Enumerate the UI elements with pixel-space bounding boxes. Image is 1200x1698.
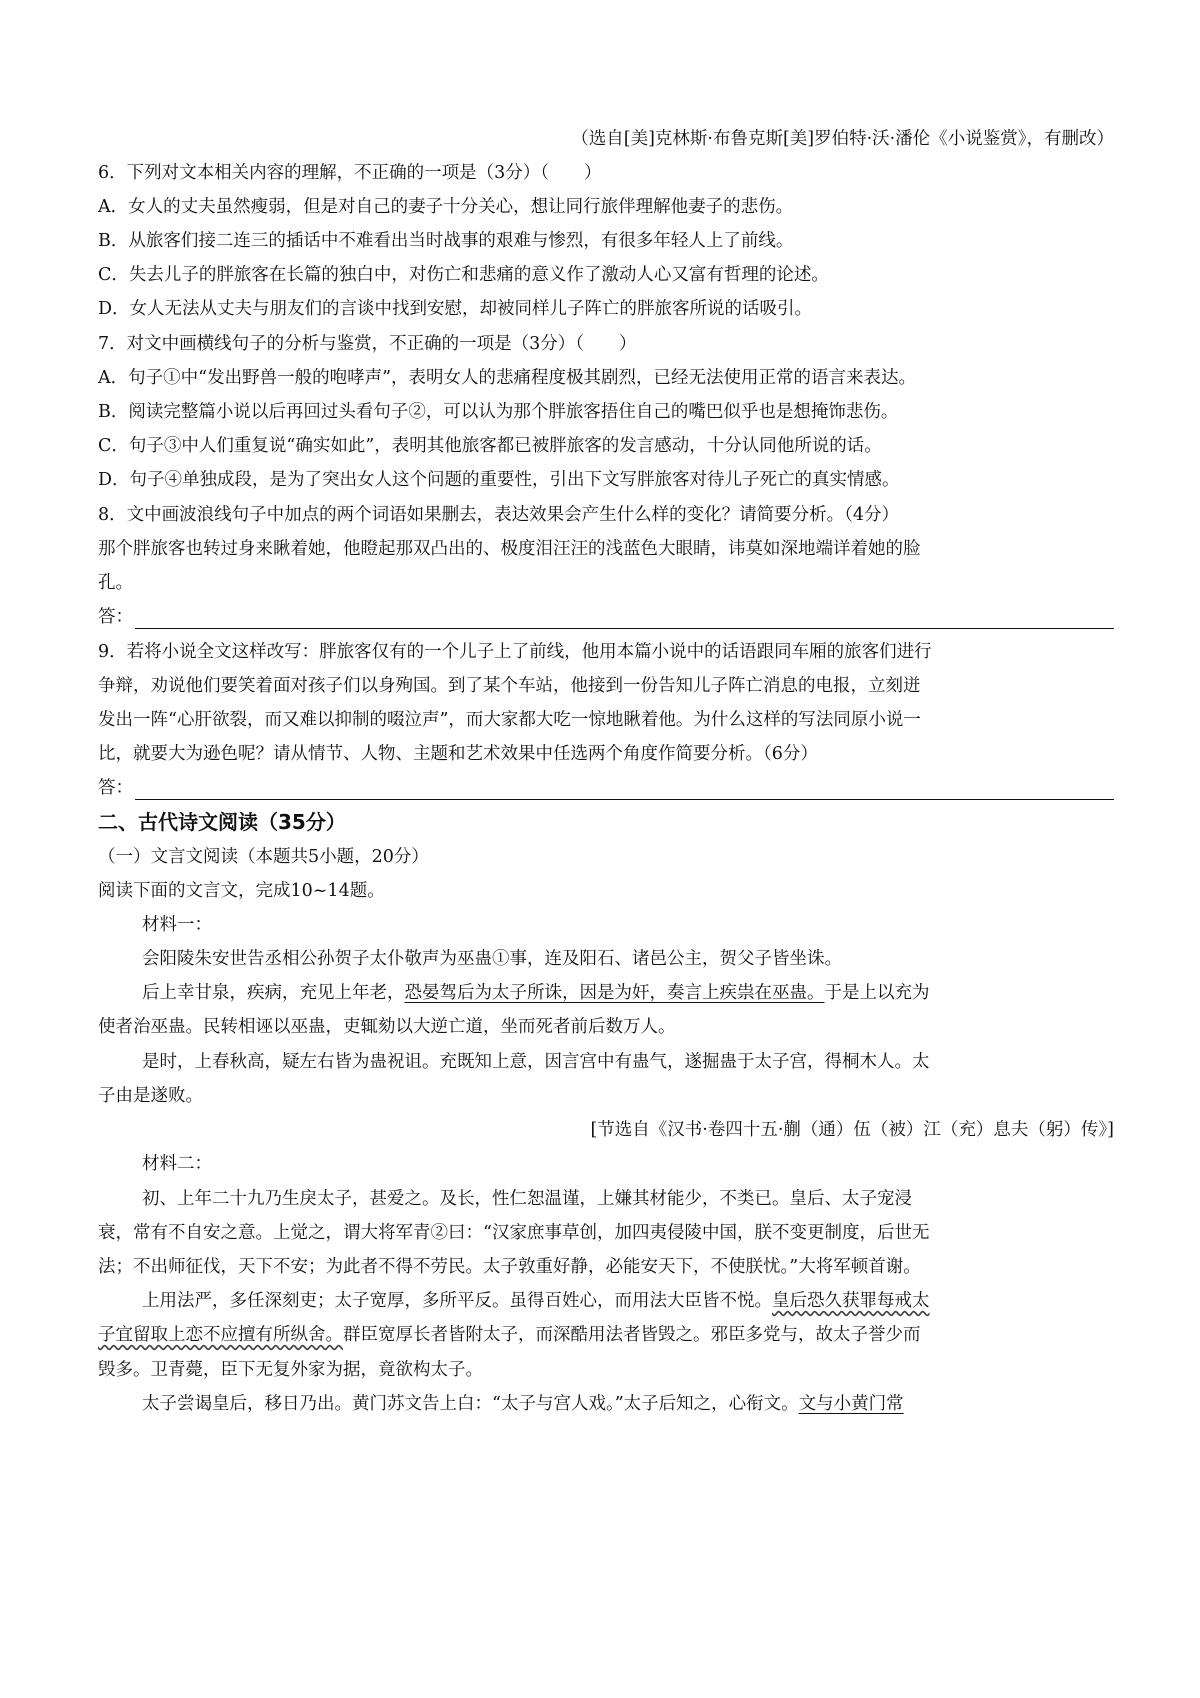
material1-para2-text: 后上幸甘泉，疾病，充见上年老， xyxy=(142,983,405,1003)
q9-line-1: 9．若将小说全文这样改写：胖旅客仅有的一个儿子上了前线，他用本篇小说中的话语跟同车厢的旅客们进行 xyxy=(98,642,932,662)
q8-quote-line-1: 那个胖旅客也转过身来瞅着她，他瞪起那双凸出的、极度泪汪汪的浅蓝色大眼睛，讳莫如深地端详着她的脸 xyxy=(98,539,921,559)
q7-option-c: C．句子③中人们重复说“确实如此”，表明其他旅客都已被胖旅客的发言感动，十分认同他所说的话。 xyxy=(98,436,882,456)
q8-quote-line-2: 孔。 xyxy=(98,573,133,593)
material2-para2-text: 上用法严，多任深刻吏；太子宽厚，多所平反。虽得百姓心，而用法大臣皆不悦。 xyxy=(142,1291,772,1311)
material2-para3-line1 xyxy=(142,1392,1114,1416)
q6-option-d: D．女人无法从丈夫与朋友们的言谈中找到安慰，却被同样儿子阵亡的胖旅客所说的话吸引。 xyxy=(98,299,813,319)
source-citation: （选自[美]克林斯·布鲁克斯[美]罗伯特·沃·潘伦《小说鉴赏》，有删改） xyxy=(571,129,1114,149)
material2-para2-line3: 毁多。卫青薨，臣下无复外家为据，竟欲构太子。 xyxy=(98,1360,483,1380)
q6-option-a: A．女人的丈夫虽然瘦弱，但是对自己的妻子十分关心，想让同行旅伴理解他妻子的悲伤。 xyxy=(98,197,794,217)
q9-line-4: 比，就要大为逊色呢？请从情节、人物、主题和艺术效果中任选两个角度作简要分析。（6分） xyxy=(98,744,818,764)
material2-underlined-sentence: 文与小黄门常 xyxy=(798,1394,904,1414)
material1-source: [节选自《汉书·卷四十五·蒯（通）伍（被）江（充）息夫（躬）传》] xyxy=(590,1120,1114,1140)
q9-line-2: 争辩，劝说他们要笑着面对孩子们以身殉国。到了某个车站，他接到一份告知儿子阵亡消息的电报，立刻迸 xyxy=(98,676,921,696)
material2-wavy-sentence-part1: 皇后恐久获罪每戒太 xyxy=(772,1291,930,1311)
q7-stem: 7．对文中画横线句子的分析与鉴赏，不正确的一项是（3分）（ ） xyxy=(98,334,637,354)
material1-para3-line1: 是时，上春秋高，疑左右皆为蛊祝诅。充既知上意，因言宫中有蛊气，遂掘蛊于太子宫，得桐木人。太 xyxy=(142,1052,930,1072)
material2-para1-line2: 衰，常有不自安之意。上觉之，谓大将军青②曰：“汉家庶事草创，加四夷侵陵中国，朕不变更制度，后世无 xyxy=(98,1223,930,1243)
section-instruction: 阅读下面的文言文，完成10~14题。 xyxy=(98,881,385,901)
material2-para2-line2 xyxy=(98,1323,1114,1347)
material1-para3-line2: 子由是遂败。 xyxy=(98,1086,203,1106)
q9-line-3: 发出一阵“心肝欲裂，而又难以抑制的啜泣声”，而大家都大吃一惊地瞅着他。为什么这样的写法同原小说一 xyxy=(98,710,921,730)
q8-answer-line xyxy=(98,605,1114,629)
material2-label: 材料二： xyxy=(142,1154,212,1174)
material1-para2-line2: 使者治巫蛊。民转相诬以巫蛊，吏辄劾以大逆亡道，坐而死者前后数万人。 xyxy=(98,1017,676,1037)
q9-answer-label: 答： xyxy=(98,778,133,798)
material1-para1: 会阳陵朱安世告丞相公孙贺子太仆敬声为巫蛊①事，连及阳石、诸邑公主，贺父子皆坐诛。 xyxy=(142,949,842,969)
material2-para1-line3: 法；不出师征伐，天下不安；为此者不得不劳民。太子敦重好静，必能安天下，不使朕忧。”大将军顿首谢。 xyxy=(98,1257,921,1277)
q6-stem: 6．下列对文本相关内容的理解，不正确的一项是（3分）（ ） xyxy=(98,163,602,183)
material1-underlined-sentence: 恐晏驾后为太子所诛，因是为奸，奏言上疾祟在巫蛊。 xyxy=(404,983,825,1003)
q6-option-c: C．失去儿子的胖旅客在长篇的独白中，对伤亡和悲痛的意义作了激动人心又富有哲理的论述。 xyxy=(98,265,829,285)
material2-para3-text: 太子尝谒皇后，移日乃出。黄门苏文告上白：“太子与宫人戏。”太子后知之，心衔文。 xyxy=(142,1394,799,1414)
q7-option-a: A．句子①中“发出野兽一般的咆哮声”，表明女人的悲痛程度极其剧烈，已经无法使用正常的语言来表达。 xyxy=(98,368,917,388)
material1-label: 材料一： xyxy=(142,915,212,935)
q9-answer-rule xyxy=(135,781,1114,800)
material1-para2-tail: 于是上以充为 xyxy=(824,983,930,1003)
material2-para2-line1 xyxy=(142,1289,1114,1313)
q8-answer-label: 答： xyxy=(98,607,133,627)
material2-para2-tail: 群臣宽厚长者皆附太子，而深酷用法者皆毁之。邪臣多党与，故太子誉少而 xyxy=(343,1325,921,1345)
section-heading: 二、古代诗文阅读（35分） xyxy=(98,810,346,834)
material2-wavy-sentence-part2: 子宜留取上恋不应擅有所纵舍。 xyxy=(98,1325,343,1345)
material2-para1-line1: 初、上年二十九乃生戾太子，甚爱之。及长，性仁恕温谨，上嫌其材能少，不类已。皇后、太子宠浸 xyxy=(142,1189,912,1209)
q7-option-d: D．句子④单独成段，是为了突出女人这个问题的重要性，引出下文写胖旅客对待儿子死亡的真实情感。 xyxy=(98,470,900,490)
q7-option-b: B．阅读完整篇小说以后再回过头看句子②，可以认为那个胖旅客捂住自己的嘴巴似乎也是想掩饰悲伤。 xyxy=(98,402,899,422)
q8-stem: 8．文中画波浪线句子中加点的两个词语如果删去，表达效果会产生什么样的变化？请简要分析。（4分） xyxy=(98,505,900,525)
material1-para2-line1 xyxy=(142,981,1114,1005)
q9-answer-line xyxy=(98,776,1114,800)
q6-option-b: B．从旅客们接二连三的插话中不难看出当时战事的艰难与惨烈，有很多年轻人上了前线。 xyxy=(98,231,794,251)
q8-answer-rule xyxy=(135,610,1114,629)
section-subheading: （一）文言文阅读（本题共5小题，20分） xyxy=(98,847,429,867)
